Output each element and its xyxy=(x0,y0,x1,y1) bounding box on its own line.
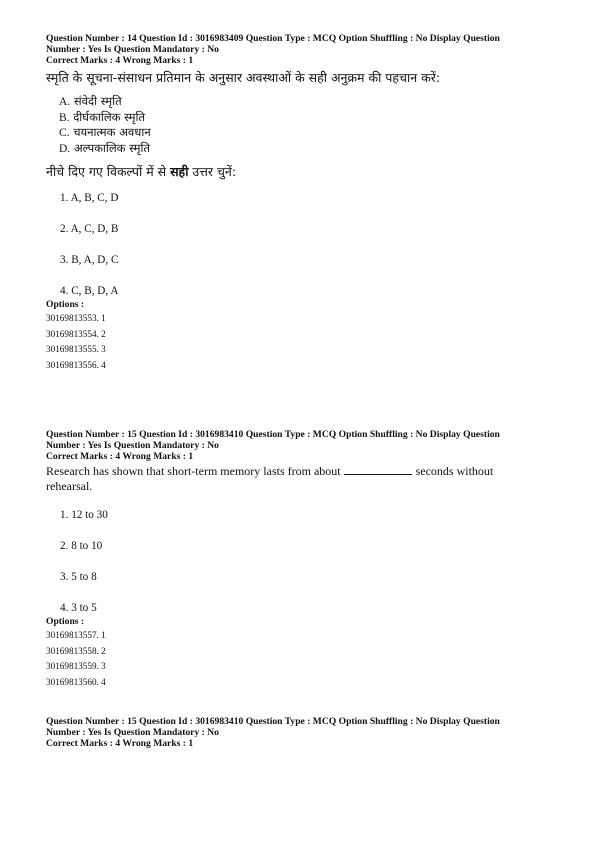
option-id: 30169813558. 2 xyxy=(46,645,106,656)
question-meta-line: Number : Yes Is Question Mandatory : No xyxy=(46,727,219,738)
option-id: 30169813556. 4 xyxy=(46,359,106,370)
question-15-repeat-block xyxy=(46,716,556,749)
options-heading: Options : xyxy=(46,616,85,627)
marks-line: Correct Marks : 4 Wrong Marks : 1 xyxy=(46,451,194,462)
question-meta-line: Question Number : 15 Question Id : 3016983410 Question Type : MCQ Option Shuffling : No Display Question xyxy=(46,429,500,440)
marks-line: Correct Marks : 4 Wrong Marks : 1 xyxy=(46,55,194,66)
statement-item: D. अल्पकालिक स्मृति xyxy=(59,140,151,155)
statement-item: C. चयनात्मक अवधान xyxy=(59,125,151,139)
question-meta-line: Number : Yes Is Question Mandatory : No xyxy=(46,440,219,451)
question-14-block xyxy=(46,33,556,373)
statement-item: A. संवेदी स्मृति xyxy=(59,94,122,108)
answer-option: 4. C, B, D, A xyxy=(60,285,119,297)
answer-option: 3. B, A, D, C xyxy=(60,254,119,266)
statement-list xyxy=(59,94,556,156)
answer-options xyxy=(60,191,556,298)
marks-line: Correct Marks : 4 Wrong Marks : 1 xyxy=(46,738,194,749)
answer-option: 1. A, B, C, D xyxy=(60,192,119,204)
question-meta-line: Question Number : 15 Question Id : 3016983410 Question Type : MCQ Option Shuffling : No Display Question xyxy=(46,716,500,727)
question-text: Research has shown that short-term memory lasts from about seconds without rehearsal. xyxy=(46,464,494,493)
option-id: 30169813555. 3 xyxy=(46,344,106,354)
option-id: 30169813559. 3 xyxy=(46,661,106,671)
options-heading: Options : xyxy=(46,299,85,310)
question-meta-line: Number : Yes Is Question Mandatory : No xyxy=(46,44,219,55)
answer-option: 2. A, C, D, B xyxy=(60,223,119,235)
question-meta-line: Question Number : 14 Question Id : 3016983409 Question Type : MCQ Option Shuffling : No Display Question xyxy=(46,33,500,44)
answer-option: 3. 5 to 8 xyxy=(60,571,97,583)
answer-option: 2. 8 to 10 xyxy=(60,540,103,552)
answer-options xyxy=(60,508,556,615)
statement-item: B. दीर्घकालिक स्मृति xyxy=(59,109,146,124)
option-id: 30169813554. 2 xyxy=(46,328,106,339)
option-id: 30169813560. 4 xyxy=(46,676,106,687)
option-id: 30169813557. 1 xyxy=(46,630,106,640)
answer-option: 4. 3 to 5 xyxy=(60,602,97,614)
question-text: स्मृति के सूचना-संसाधन प्रतिमान के अनुसार अवस्थाओं के सही अनुक्रम की पहचान करें: xyxy=(46,70,441,85)
answer-blank xyxy=(344,464,412,475)
instruction-text: नीचे दिए गए विकल्पों में से सही उत्तर चुनें: xyxy=(46,164,237,179)
answer-option: 1. 12 to 30 xyxy=(60,509,108,521)
option-id: 30169813553. 1 xyxy=(46,313,106,323)
question-15-block xyxy=(46,429,556,690)
